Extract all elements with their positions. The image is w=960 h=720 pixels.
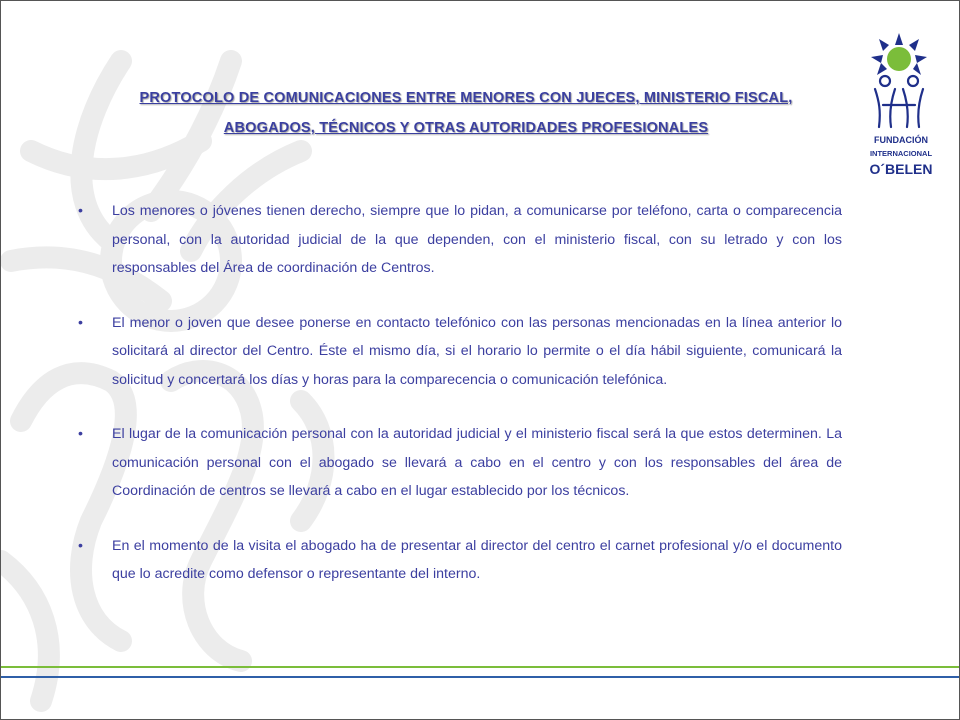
bullet-marker: • <box>78 426 83 442</box>
title-line-2: ABOGADOS, TÉCNICOS Y OTRAS AUTORIDADES PROFESIONALES <box>223 120 709 136</box>
bullet-text: En el momento de la visita el abogado ha de presentar al director del centro el carnet profesional y/o el documento que lo acredite como defensor o representante del interno. <box>112 537 842 582</box>
children-figures-icon <box>875 76 923 127</box>
logo-text-line-1: FUNDACIÓN <box>874 135 928 145</box>
footer-divider-green <box>1 666 959 668</box>
bullet-list <box>74 197 842 615</box>
list-item <box>74 197 842 283</box>
bullet-marker: • <box>78 203 83 219</box>
page-title <box>96 83 836 143</box>
sun-icon <box>871 33 927 75</box>
bullet-text: Los menores o jóvenes tienen derecho, siempre que lo pidan, a comunicarse por teléfono, carta o comparecencia personal, con la autoridad judicial de la que dependen, con el ministerio fiscal, con su letrado y con los responsables del Área de coordinación de Centros. <box>112 203 842 276</box>
logo-text-line-3: O´BELEN <box>869 161 933 177</box>
title-line-1: PROTOCOLO DE COMUNICACIONES ENTRE MENORES CON JUECES, MINISTERIO FISCAL, <box>139 90 793 106</box>
list-item <box>74 532 842 589</box>
logo-text-line-2: INTERNACIONAL <box>869 149 933 158</box>
list-item <box>74 420 842 506</box>
footer-divider-blue <box>1 676 959 678</box>
fundacion-obelen-logo <box>861 31 941 181</box>
bullet-text: El lugar de la comunicación personal con la autoridad judicial y el ministerio fiscal será la que estos determinen. La comunicación personal con el abogado se llevará a cabo en el centro y con los responsables del área de Coordinación de centros se llevará a cabo en el lugar establecido por los técnicos. <box>112 426 842 499</box>
bullet-marker: • <box>78 537 83 554</box>
bullet-text: El menor o joven que desee ponerse en contacto telefónico con las personas mencionadas en la línea anterior lo solicitará al director del Centro. Éste el mismo día, si el horario lo permite o el día hábil siguiente, comunicará la solicitud y concertará los días y horas para la comparecencia o comunicación telefónica. <box>112 314 842 388</box>
bullet-marker: • <box>78 314 83 331</box>
list-item <box>74 309 842 395</box>
